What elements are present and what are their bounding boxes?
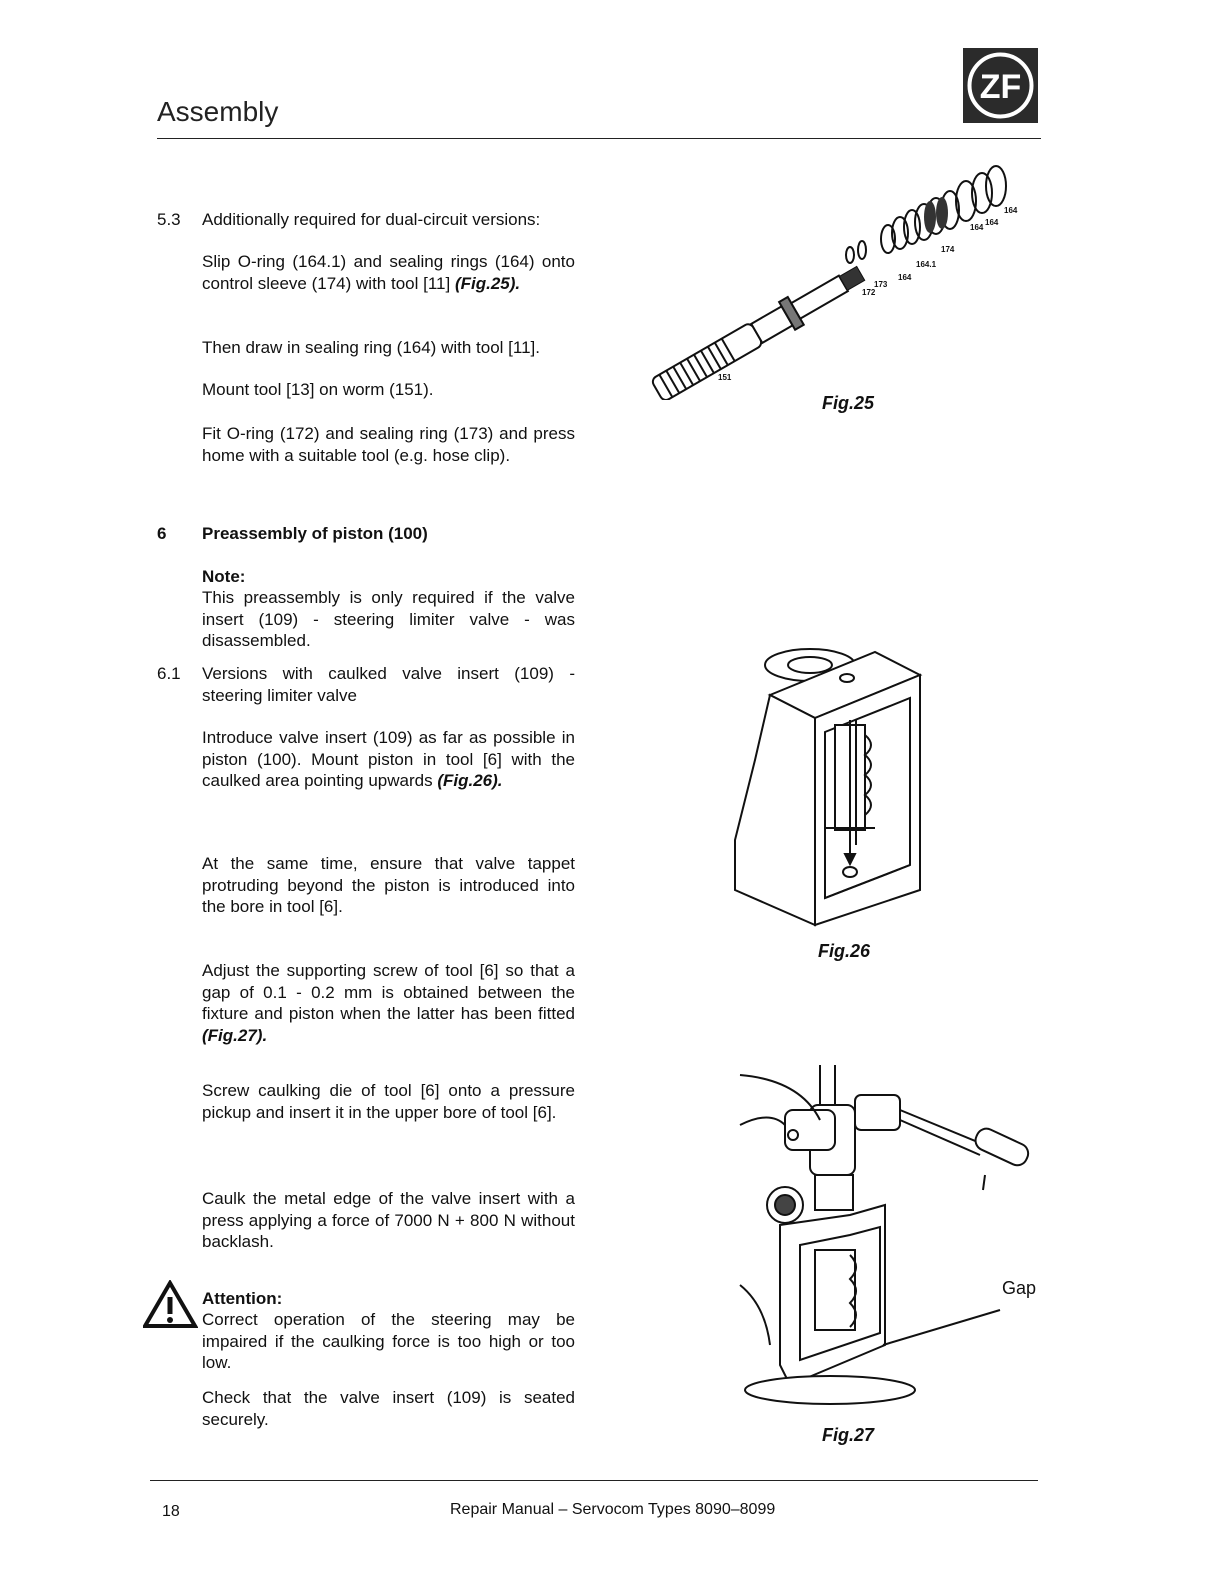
page-title: Assembly [157,96,279,127]
part-label: 173 [874,280,888,289]
part-label: 174 [941,245,955,254]
part-label: 151 [718,373,732,382]
section-5-3-step-3: Mount tool [13] on worm (151). [202,380,434,399]
section-6-1-step-2: At the same time, ensure that valve tappet protruding beyond the piston is introduced into the bore in tool [6]. [202,854,575,916]
figure-27-caption: Fig.27 [822,1425,875,1445]
section-5-3-step-1 [202,251,575,294]
section-6-1-step-3 [202,960,575,1046]
figure-27-illustration [735,1065,1045,1405]
section-6-1-intro: Versions with caulked valve insert (109) - steering limiter valve [202,664,575,705]
note-text: This preassembly is only required if the valve insert (109) - steering limiter valve - was disassembled. [202,588,575,650]
figure-25-illustration [640,155,1040,400]
page-number: 18 [162,1503,180,1520]
step-text: Adjust the supporting screw of tool [6] so that a gap of 0.1 - 0.2 mm is obtained between the fixture and piston when the latter has been fitted [202,961,575,1023]
section-6-1-step-1 [202,727,575,792]
section-number-6: 6 [157,524,167,543]
zf-logo [963,48,1038,123]
figure-26-illustration [725,640,935,930]
section-6-1-step-4: Screw caulking die of tool [6] onto a pressure pickup and insert it in the upper bore of tool [6]. [202,1081,575,1122]
figure-reference: (Fig.26). [437,771,503,790]
attention-check-text: Check that the valve insert (109) is seated securely. [202,1388,575,1429]
part-label: 164 [1004,206,1018,215]
section-number-5-3: 5.3 [157,210,181,229]
gap-label: Gap [1002,1278,1037,1298]
footer-rule [150,1480,1038,1481]
zf-logo-text: ZF [979,68,1022,106]
figure-reference: (Fig.27). [202,1025,268,1045]
part-label: 172 [862,288,876,297]
step-text: Slip O-ring (164.1) and sealing rings (164) onto control sleeve (174) with tool [11] [202,252,575,293]
header-rule [157,138,1041,139]
section-number-6-1: 6.1 [157,664,181,683]
attention-label: Attention: [202,1289,283,1308]
figure-25-caption: Fig.25 [822,393,875,413]
section-6-title: Preassembly of piston (100) [202,524,428,543]
section-5-3-step-2: Then draw in sealing ring (164) with tool [11]. [202,338,540,357]
part-label: 164 [970,223,984,232]
footer-title: Repair Manual – Servocom Types 8090–8099 [450,1501,776,1518]
section-6-1-step-5: Caulk the metal edge of the valve insert with a press applying a force of 7000 N + 800 N without backlash. [202,1189,575,1251]
attention-text: Correct operation of the steering may be impaired if the caulking force is too high or too low. [202,1310,575,1372]
note-label: Note: [202,567,246,586]
section-5-3-intro: Additionally required for dual-circuit versions: [202,210,541,229]
step-text: Introduce valve insert (109) as far as possible in piston (100). Mount piston in tool [6] with the caulked area pointing upwards [202,728,575,790]
figure-26-caption: Fig.26 [818,941,871,961]
part-label: 164 [985,218,999,227]
part-label: 164 [898,273,912,282]
part-label: 164.1 [916,260,937,269]
warning-icon [143,1280,198,1330]
section-5-3-step-4: Fit O-ring (172) and sealing ring (173) and press home with a suitable tool (e.g. hose clip). [202,424,575,465]
figure-reference: (Fig.25). [454,273,521,293]
